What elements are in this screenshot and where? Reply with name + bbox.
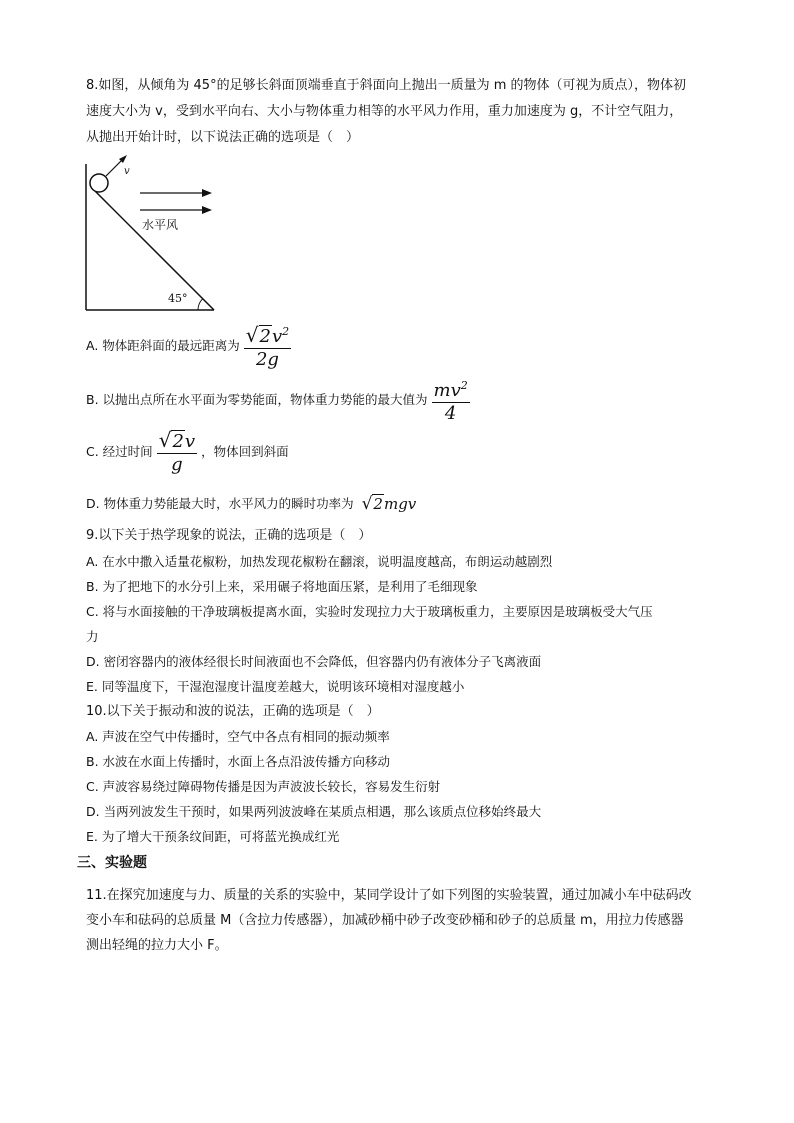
q8-option-b [86, 376, 474, 424]
q8-option-c-var: v [184, 430, 196, 452]
q8-option-d-text: D. 物体重力势能最大时，水平风力的瞬时功率为 [86, 496, 354, 511]
q10-option-e: E. 为了增大干预条纹间距，可将蓝光换成红光 [86, 829, 340, 844]
q8-option-a-root: 2 [259, 326, 271, 347]
q8-option-a-den: 2g [255, 349, 279, 370]
q8-option-d [86, 492, 416, 516]
q9-option-c-continued: 力 [86, 629, 99, 644]
incline-slope [94, 190, 214, 310]
angle-arc [198, 299, 203, 310]
q9-option-c: C. 将与水面接触的干净玻璃板提离水面，实验时发现拉力大于玻璃板重力，主要原因是玻璃板受大气压 [86, 604, 653, 619]
q10-option-b: B. 水波在水面上传播时，水面上各点沿波传播方向移动 [86, 754, 391, 769]
q8-option-c-den: g [171, 453, 183, 475]
wind-arrowhead-2 [202, 206, 212, 214]
q8-option-d-formula: √2mgv [361, 494, 417, 514]
q8-option-c-suffix: ，物体回到斜面 [201, 444, 289, 459]
q8-option-c [86, 426, 289, 478]
q8-option-b-fraction [432, 375, 470, 425]
q8-option-a-var: v [271, 326, 283, 347]
q8-option-c-root: 2 [172, 430, 184, 452]
ball [90, 174, 108, 192]
q11-line3: 测出轻绳的拉力大小 F。 [86, 938, 228, 953]
q8-stem-line1: 8.如图，从倾角为 45°的足够长斜面顶端垂直于斜面向上抛出一质量为 m 的物体（可视为质点），物体初 [86, 78, 687, 93]
q9-option-e: E. 同等温度下，干湿泡湿度计温度差越大，说明该环境相对湿度越小 [86, 679, 465, 694]
q10-stem: 10.以下关于振动和波的说法，正确的选项是（ ） [86, 704, 380, 719]
q8-option-d-tail: mgv [383, 495, 417, 513]
q9-stem: 9.以下关于热学现象的说法，正确的选项是（ ） [86, 528, 372, 543]
q11-line1: 11.在探究加速度与力、质量的关系的实验中，某同学设计了如下列图的实验装置，通过加减小车中砝码改 [86, 888, 692, 903]
q8-stem-line3: 从抛出开始计时，以下说法正确的选项是（ ） [86, 130, 360, 145]
q9-option-b: B. 为了把地下的水分引上来，采用碾子将地面压紧，是利用了毛细现象 [86, 579, 478, 594]
q8-stem-line2: 速度大小为 v，受到水平向右、大小与物体重力相等的水平风力作用，重力加速度为 g，不计空气阻力， [86, 104, 683, 119]
q10-option-d: D. 当两列波发生干预时，如果两列波波峰在某质点相遇，那么该质点位移始终最大 [86, 804, 542, 819]
q10-option-a: A. 声波在空气中传播时，空气中各点有相同的振动频率 [86, 729, 390, 744]
incline-figure [80, 150, 230, 318]
q8-option-a [86, 320, 295, 372]
q9-option-a: A. 在水中撒入适量花椒粉，加热发现花椒粉在翻滚，说明温度越高，布朗运动越剧烈 [86, 554, 553, 569]
v-label: v [124, 166, 130, 177]
q8-option-b-text: B. 以抛出点所在水平面为零势能面，物体重力势能的最大值为 [86, 392, 428, 407]
wind-arrowhead-1 [202, 189, 212, 197]
q8-option-a-exp: 2 [282, 325, 290, 338]
q8-option-a-fraction: $\frac{√2v^2}{2g}$ [245, 323, 290, 370]
q8-option-b-num: mv [433, 380, 461, 401]
angle-label: 45° [168, 292, 188, 305]
q8-option-c-fraction: $\frac{√2v}{g}$ [158, 427, 196, 475]
q8-option-b-exp: 2 [460, 379, 468, 392]
q9-option-d: D. 密闭容器内的液体经很长时间液面也不会降低，但容器内仍有液体分子飞离液面 [86, 654, 542, 669]
q8-option-b-den: 4 [444, 403, 457, 424]
q10-option-c: C. 声波容易绕过障碍物传播是因为声波波长较长，容易发生衍射 [86, 779, 441, 794]
wind-label: 水平风 [142, 218, 179, 232]
q8-option-a-text: A. 物体距斜面的最远距离为 [86, 338, 240, 353]
q8-option-d-root: 2 [373, 495, 383, 513]
q11-line2: 变小车和砝码的总质量 M（含拉力传感器），加减砂桶中砂子改变砂桶和砂子的总质量 m，用拉力传感器 [86, 913, 684, 928]
section-title: 三、实验题 [77, 855, 147, 871]
q8-option-c-text: C. 经过时间 [86, 444, 153, 459]
